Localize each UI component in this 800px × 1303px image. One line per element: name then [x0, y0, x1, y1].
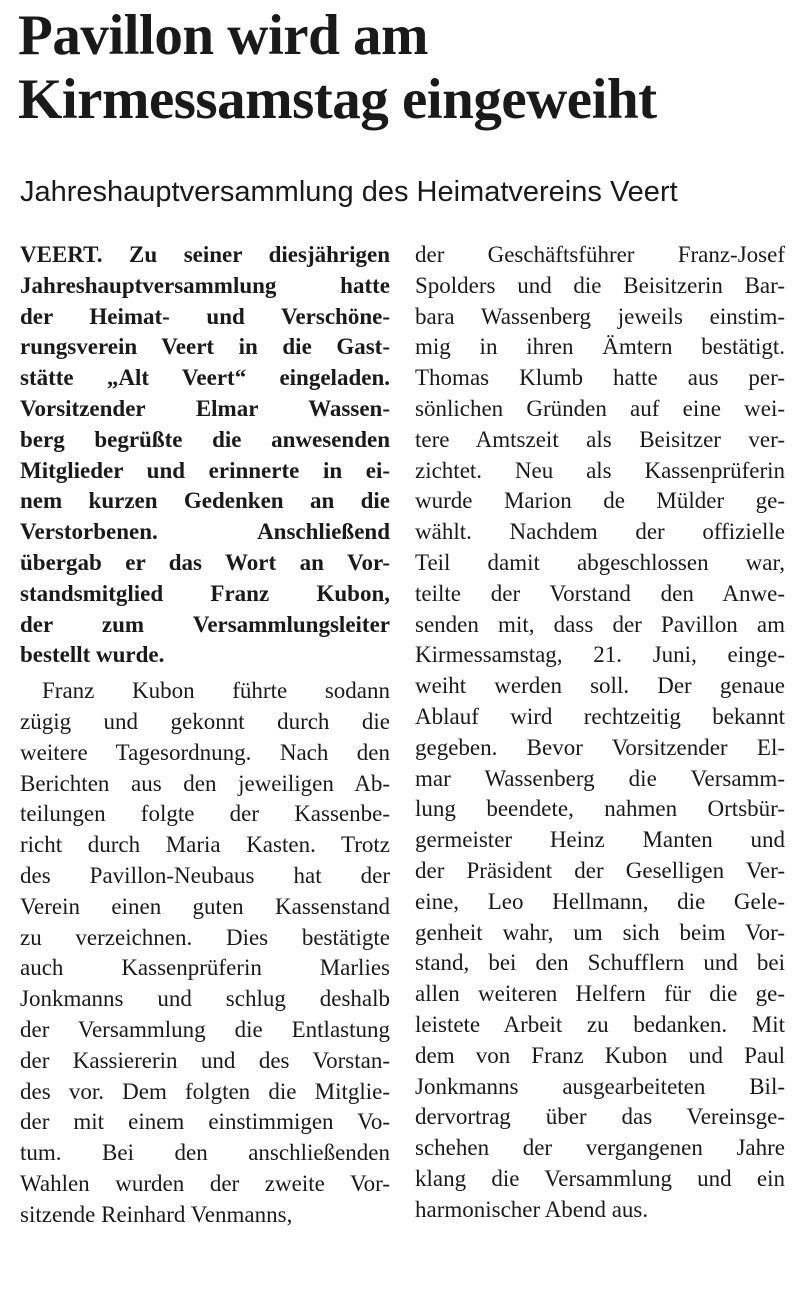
- text-line: berg begrüßte die anwesenden: [20, 426, 390, 452]
- text-line: genheit wahr, um sich beim Vor-: [415, 919, 785, 945]
- text-line: Teil damit abgeschlossen war,: [415, 549, 785, 575]
- text-line: des vor. Dem folgten die Mitglie-: [20, 1078, 390, 1104]
- text-line: leistete Arbeit zu bedanken. Mit: [415, 1011, 785, 1037]
- text-line: Ablauf wird rechtzeitig bekannt: [415, 703, 785, 729]
- text-line: der Versammlung die Entlastung: [20, 1016, 390, 1042]
- text-line: richt durch Maria Kasten. Trotz: [20, 832, 390, 858]
- text-line: Jahreshauptversammlung hatte: [20, 272, 390, 298]
- text-line: zügig und gekonnt durch die: [20, 708, 390, 734]
- text-line: schehen der vergangenen Jahre: [415, 1135, 785, 1161]
- text-line: bara Wassenberg jeweils einstim-: [415, 303, 785, 329]
- text-line: standsmitglied Franz Kubon,: [20, 580, 390, 606]
- body-paragraph-right: [415, 240, 785, 1226]
- text-line: weitere Tagesordnung. Nach den: [20, 739, 390, 765]
- text-line: lung beendete, nahmen Ortsbür-: [415, 796, 785, 822]
- text-line: der Präsident der Geselligen Ver-: [415, 857, 785, 883]
- text-line: tere Amtszeit als Beisitzer ver-: [415, 426, 785, 452]
- text-line: stätte „Alt Veert“ eingeladen.: [20, 365, 390, 391]
- headline: [18, 4, 788, 132]
- text-line: Franz Kubon führte sodann: [42, 678, 390, 704]
- text-line: Vorsitzender Elmar Wassen-: [20, 395, 390, 421]
- text-line: mar Wassenberg die Versamm-: [415, 765, 785, 791]
- subtitle: Jahreshauptversammlung des Heimatvereins Veert: [20, 176, 678, 208]
- text-line: nem kurzen Gedenken an die: [20, 488, 390, 514]
- text-line: zichtet. Neu als Kassenprüferin: [415, 457, 785, 483]
- text-line: Verstorbenen. Anschließend: [20, 519, 390, 545]
- text-line: Jonkmanns ausgearbeiteten Bil-: [415, 1073, 785, 1099]
- text-line: harmonischer Abend aus.: [415, 1196, 649, 1222]
- headline-line-2: Kirmessamstag eingeweiht: [18, 68, 657, 131]
- text-line: sönlichen Gründen auf eine wei-: [415, 395, 785, 421]
- text-line: weiht werden soll. Der genaue: [415, 673, 785, 699]
- text-line: der Kassiererin und des Vorstan-: [20, 1047, 390, 1073]
- text-line: der zum Versammlungsleiter: [20, 611, 390, 637]
- column-left: [20, 240, 390, 1231]
- text-line: des Pavillon-Neubaus hat der: [20, 862, 390, 888]
- text-line: wurde Marion de Mülder ge-: [415, 488, 785, 514]
- headline-line-1: Pavillon wird am: [18, 4, 429, 67]
- column-right: [415, 240, 785, 1226]
- text-line: Jonkmanns und schlug deshalb: [20, 986, 390, 1012]
- text-line: allen weiteren Helfern für die ge-: [415, 981, 785, 1007]
- text-line: Thomas Klumb hatte aus per-: [415, 365, 785, 391]
- text-line: teilungen folgte der Kassenbe-: [20, 801, 390, 827]
- text-line: teilte der Vorstand den Anwe-: [415, 580, 785, 606]
- text-line: sitzende Reinhard Venmanns,: [20, 1201, 293, 1227]
- text-line: stand, bei den Schufflern und bei: [415, 950, 785, 976]
- body-paragraph-left: [20, 676, 390, 1230]
- text-line: Kirmessamstag, 21. Juni, einge-: [415, 642, 785, 668]
- text-line: rungsverein Veert in die Gast-: [20, 334, 390, 360]
- text-line: gegeben. Bevor Vorsitzender El-: [415, 734, 785, 760]
- text-line: Spolders und die Beisitzerin Bar-: [415, 272, 785, 298]
- text-line: auch Kassenprüferin Marlies: [20, 955, 390, 981]
- text-line: tum. Bei den anschließenden: [20, 1140, 390, 1166]
- text-line: eine, Leo Hellmann, die Gele-: [415, 888, 785, 914]
- text-line: Wahlen wurden der zweite Vor-: [20, 1170, 390, 1196]
- text-line: bestellt wurde.: [20, 642, 165, 668]
- text-line: VEERT. Zu seiner diesjährigen: [20, 242, 390, 267]
- text-line: germeister Heinz Manten und: [415, 827, 785, 853]
- text-line: der Geschäftsführer Franz-Josef: [415, 242, 785, 267]
- text-line: dervortrag über das Vereinsge-: [415, 1104, 785, 1130]
- text-line: der Heimat- und Verschöne-: [20, 303, 390, 329]
- text-line: der mit einem einstimmigen Vo-: [20, 1109, 390, 1135]
- lead-paragraph: [20, 240, 390, 671]
- text-line: wählt. Nachdem der offizielle: [415, 519, 785, 545]
- text-line: Verein einen guten Kassenstand: [20, 893, 390, 919]
- text-line: übergab er das Wort an Vor-: [20, 549, 390, 575]
- text-line: dem von Franz Kubon und Paul: [415, 1042, 785, 1068]
- text-line: zu verzeichnen. Dies bestätigte: [20, 924, 390, 950]
- text-line: senden mit, dass der Pavillon am: [415, 611, 785, 637]
- text-line: klang die Versammlung und ein: [415, 1165, 785, 1191]
- text-line: Berichten aus den jeweiligen Ab-: [20, 770, 390, 796]
- text-line: mig in ihren Ämtern bestätigt.: [415, 334, 785, 360]
- text-line: Mitglieder und erinnerte in ei-: [20, 457, 390, 483]
